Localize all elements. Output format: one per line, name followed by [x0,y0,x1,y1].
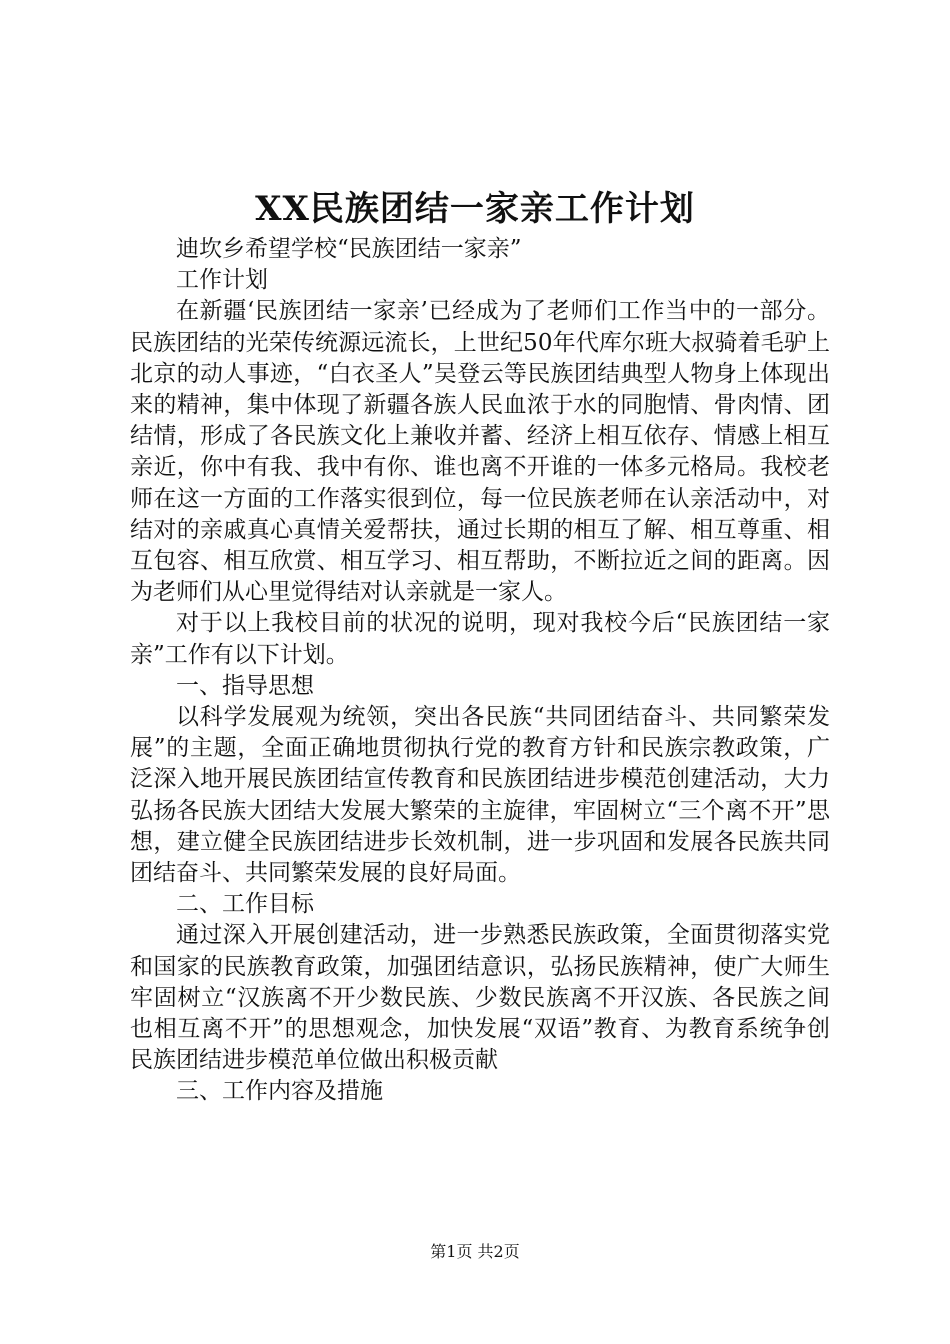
section-heading-content-measures: 三、工作内容及措施 [176,1078,383,1105]
section-heading-guiding-thought: 一、指导思想 [176,672,314,699]
section-heading-work-goals: 二、工作目标 [176,891,314,918]
school-heading: 迪坎乡希望学校“民族团结一家亲” [176,236,522,262]
document-title: XX民族团结一家亲工作计划 [255,189,695,229]
intro-paragraph: 在新疆‘民族团结一家亲’已经成为了老师们工作当中的一部分。民族团结的光荣传统源远流长，上世纪50年代库尔班大叔骑着毛驴上北京的动人事迹，“白衣圣人”吴登云等民族团结典型人物身上体现出来的精神，集中体现了新疆各族人民血浓于水的同胞情、骨肉情、团结情，形成了各民族文化上兼收并蓄、经济上相互依存、情感上相互亲近，你中有我、我中有你、谁也离不开谁的一体多元格局。我校老师在这一方面的工作落实很到位，每一位民族老师在认亲活动中，对结对的亲戚真心真情关爱帮扶，通过长期的相互了解、相互尊重、相互包容、相互欣赏、相互学习、相互帮助，不断拉近之间的距离。因为老师们从心里觉得结对认亲就是一家人。 [130,298,830,606]
plan-statement-paragraph: 对于以上我校目前的状况的说明，现对我校今后“民族团结一家亲”工作有以下计划。 [130,610,830,668]
document-body [130,234,830,1108]
plan-subheading: 工作计划 [176,267,268,294]
guiding-thought-paragraph: 以科学发展观为统领，突出各民族“共同团结奋斗、共同繁荣发展”的主题，全面正确地贯彻执行党的教育方针和民族宗教政策，广泛深入地开展民族团结宣传教育和民族团结进步模范创建活动，大力弘扬各民族大团结大发展大繁荣的主旋律，牢固树立“三个离不开”思想，建立健全民族团结进步长效机制，进一步巩固和发展各民族共同团结奋斗、共同繁荣发展的良好局面。 [130,704,830,887]
page-footer: 第1页 共2页 [430,1242,520,1261]
work-goals-paragraph: 通过深入开展创建活动，进一步熟悉民族政策，全面贯彻落实党和国家的民族教育政策，加强团结意识，弘扬民族精神，使广大师生牢固树立“汉族离不开少数民族、少数民族离不开汉族、各民族之间也相互离不开”的思想观念，加快发展“双语”教育、为教育系统争创民族团结进步模范单位做出积极贡献 [130,922,830,1074]
